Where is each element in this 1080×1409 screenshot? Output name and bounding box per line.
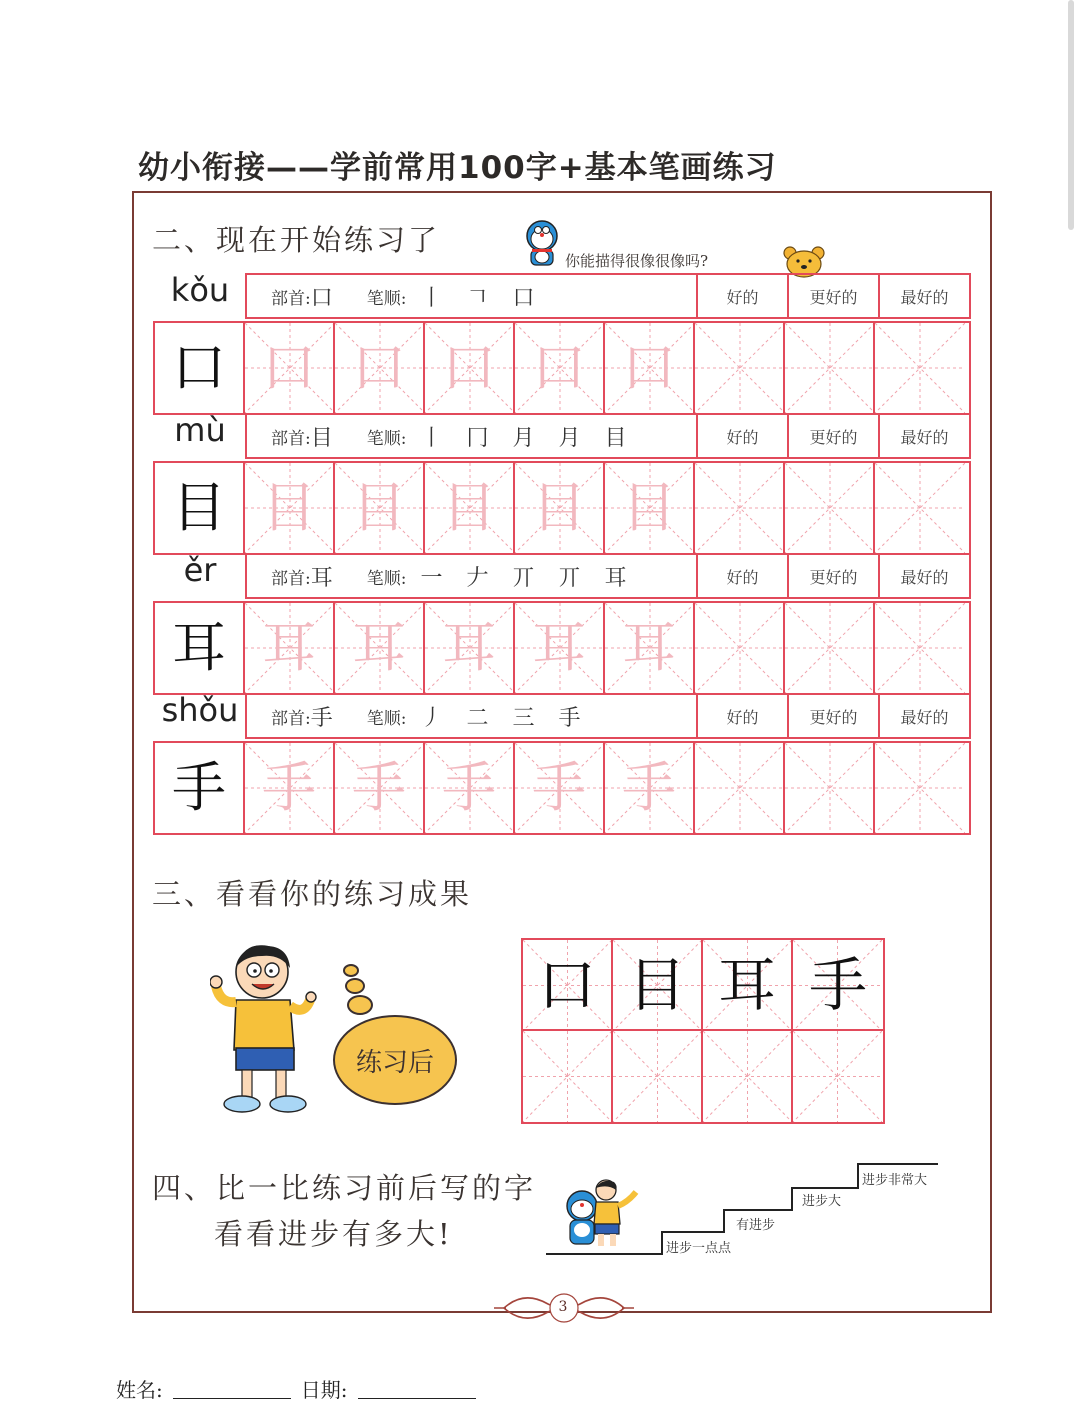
grid-guide-lines <box>785 743 875 833</box>
stroke-order-label: 笔顺: <box>366 288 407 309</box>
free-write-cell[interactable] <box>875 603 965 693</box>
practice-grid-row <box>153 461 971 555</box>
model-character-cell <box>155 323 245 413</box>
rating-best: 最好的 <box>900 567 949 587</box>
stroke-step: 𠂇 <box>466 565 489 591</box>
practice-grid-row <box>153 741 971 835</box>
trace-character: 目 <box>622 476 676 539</box>
trace-character: 手 <box>352 756 406 819</box>
grid-guide-lines <box>875 603 965 693</box>
grid-guide-lines <box>785 603 875 693</box>
radical-label: 部首: <box>271 288 311 309</box>
trace-character: 耳 <box>532 616 586 679</box>
grid-guide-lines <box>785 323 875 413</box>
stroke-step: 丿 <box>420 705 443 731</box>
trace-character: 耳 <box>262 616 316 679</box>
character-info-row <box>245 413 971 459</box>
trace-character: 耳 <box>442 616 496 679</box>
radical-label: 部首: <box>271 428 311 449</box>
result-write-cell[interactable] <box>613 1031 703 1122</box>
trace-character: 口 <box>442 336 496 399</box>
grid-guide-lines <box>695 463 785 553</box>
free-write-cell[interactable] <box>695 463 785 553</box>
trace-character: 目 <box>352 476 406 539</box>
rating-good: 好的 <box>698 275 789 317</box>
grid-guide-lines <box>523 1031 612 1122</box>
trace-character: 耳 <box>622 616 676 679</box>
pinyin-label: ěr <box>183 551 217 589</box>
free-write-cell[interactable] <box>875 323 965 413</box>
radical-label: 部首: <box>271 708 311 729</box>
trace-cell[interactable] <box>605 603 695 693</box>
trace-cell[interactable] <box>245 603 335 693</box>
grid-guide-lines <box>703 1031 792 1122</box>
rating-best: 最好的 <box>900 427 949 447</box>
rating-best: 最好的 <box>900 287 949 307</box>
trace-cell[interactable] <box>425 603 515 693</box>
model-character: 耳 <box>172 616 226 679</box>
model-character-cell <box>155 743 245 833</box>
grid-guide-lines <box>695 743 785 833</box>
section-2-heading: 二、现在开始练习了 <box>152 223 441 257</box>
result-character-cell <box>793 940 883 1031</box>
stroke-step: 手 <box>558 705 581 731</box>
free-write-cell[interactable] <box>785 603 875 693</box>
radical-value: 目 <box>310 425 333 451</box>
trace-cell[interactable] <box>515 323 605 413</box>
radical-stroke-info <box>247 555 698 597</box>
grid-guide-lines <box>793 1031 882 1122</box>
character-info-row <box>245 553 971 599</box>
radical-value: 手 <box>310 705 333 731</box>
radical-value: 口 <box>310 285 333 311</box>
stroke-step: 三 <box>512 705 535 731</box>
result-character: 口 <box>537 950 596 1019</box>
tracing-prompt: 你能描得很像很像吗? <box>565 252 709 270</box>
rating-better: 更好的 <box>789 695 880 737</box>
result-write-cell[interactable] <box>703 1031 793 1122</box>
grid-guide-lines <box>695 603 785 693</box>
trace-cell[interactable] <box>245 743 335 833</box>
stroke-step: 丨 <box>420 285 443 311</box>
grid-guide-lines <box>785 463 875 553</box>
result-character: 手 <box>808 950 867 1019</box>
stroke-step: 月 <box>558 425 581 451</box>
trace-character: 目 <box>442 476 496 539</box>
trace-character: 手 <box>262 756 316 819</box>
doraemon-icon <box>522 219 562 271</box>
trace-character: 目 <box>262 476 316 539</box>
result-character: 目 <box>627 950 686 1019</box>
name-blank[interactable] <box>173 1398 291 1399</box>
pinyin-label: mù <box>174 411 226 449</box>
stroke-step: 口 <box>512 285 535 311</box>
model-character-cell <box>155 603 245 693</box>
date-label: 日期: <box>300 1378 348 1402</box>
rating-better: 更好的 <box>789 415 880 457</box>
result-write-cell[interactable] <box>523 1031 613 1122</box>
grid-guide-lines <box>875 743 965 833</box>
result-write-cell[interactable] <box>793 1031 883 1122</box>
rating-good: 好的 <box>698 695 789 737</box>
stair-step-2: 有进步 <box>736 1218 776 1233</box>
trace-cell[interactable] <box>605 323 695 413</box>
radical-stroke-info <box>247 275 698 317</box>
pinyin-label: shǒu <box>161 691 239 729</box>
trace-character: 口 <box>532 336 586 399</box>
grid-guide-lines <box>875 323 965 413</box>
model-character: 手 <box>172 756 226 819</box>
trace-cell[interactable] <box>335 603 425 693</box>
page-title: 幼小衔接——学前常用100字+基本笔画练习 <box>138 150 777 186</box>
pinyin-label: kǒu <box>170 271 230 309</box>
trace-cell[interactable] <box>245 323 335 413</box>
trace-cell[interactable] <box>245 463 335 553</box>
stroke-order-label: 笔顺: <box>366 568 407 589</box>
name-label: 姓名: <box>116 1378 163 1402</box>
stroke-step: 冂 <box>466 425 489 451</box>
date-blank[interactable] <box>358 1398 476 1399</box>
rating-better: 更好的 <box>789 275 880 317</box>
section-3-heading: 三、看看你的练习成果 <box>152 877 473 911</box>
free-write-cell[interactable] <box>695 323 785 413</box>
boy-cartoon-icon <box>210 940 320 1116</box>
free-write-cell[interactable] <box>785 323 875 413</box>
radical-stroke-info <box>247 695 698 737</box>
model-character: 口 <box>172 336 226 399</box>
result-character-cell <box>703 940 793 1031</box>
practice-grid-row <box>153 601 971 695</box>
trace-cell[interactable] <box>515 603 605 693</box>
free-write-cell[interactable] <box>785 743 875 833</box>
trace-character: 手 <box>622 756 676 819</box>
trace-cell[interactable] <box>425 323 515 413</box>
grid-guide-lines <box>875 463 965 553</box>
trace-character: 目 <box>532 476 586 539</box>
stroke-order-label: 笔顺: <box>366 708 407 729</box>
stroke-step: 耳 <box>604 565 627 591</box>
rating-better: 更好的 <box>789 555 880 597</box>
radical-value: 耳 <box>310 565 333 591</box>
grid-guide-lines <box>613 1031 702 1122</box>
result-character-cell <box>523 940 613 1031</box>
section-4-heading: 四、比一比练习前后写的字 <box>152 1171 537 1205</box>
trace-cell[interactable] <box>335 323 425 413</box>
scrollbar[interactable] <box>1068 0 1074 230</box>
character-info-row <box>245 273 971 319</box>
radical-label: 部首: <box>271 568 311 589</box>
trace-character: 口 <box>622 336 676 399</box>
after-practice-bubble: 练习后 <box>333 1015 457 1105</box>
trace-cell[interactable] <box>335 463 425 553</box>
trace-cell[interactable] <box>605 743 695 833</box>
result-grid <box>521 938 885 1124</box>
section-4-subheading: 看看进步有多大! <box>214 1217 453 1251</box>
trace-character: 手 <box>442 756 496 819</box>
result-character: 耳 <box>717 950 776 1019</box>
result-character-cell <box>613 940 703 1031</box>
trace-cell[interactable] <box>425 463 515 553</box>
stroke-step: 𠃍 <box>466 285 489 311</box>
stair-step-1: 进步一点点 <box>666 1241 732 1256</box>
free-write-cell[interactable] <box>695 603 785 693</box>
page-number: 3 <box>558 1299 568 1315</box>
stroke-step: 一 <box>420 565 443 591</box>
radical-stroke-info <box>247 415 698 457</box>
trace-cell[interactable] <box>425 743 515 833</box>
free-write-cell[interactable] <box>875 463 965 553</box>
trace-cell[interactable] <box>515 463 605 553</box>
free-write-cell[interactable] <box>785 463 875 553</box>
stroke-step: 丌 <box>558 565 581 591</box>
trace-character: 口 <box>262 336 316 399</box>
stroke-order-label: 笔顺: <box>366 428 407 449</box>
trace-cell[interactable] <box>335 743 425 833</box>
model-character: 目 <box>172 476 226 539</box>
trace-cell[interactable] <box>515 743 605 833</box>
free-write-cell[interactable] <box>695 743 785 833</box>
trace-character: 耳 <box>352 616 406 679</box>
grid-guide-lines <box>695 323 785 413</box>
stair-step-4: 进步非常大 <box>862 1173 928 1188</box>
trace-cell[interactable] <box>605 463 695 553</box>
stroke-step: 目 <box>604 425 627 451</box>
character-info-row <box>245 693 971 739</box>
stroke-step: 二 <box>466 705 489 731</box>
stroke-step: 月 <box>512 425 535 451</box>
model-character-cell <box>155 463 245 553</box>
stroke-step: 丌 <box>512 565 535 591</box>
stair-step-3: 进步大 <box>802 1194 842 1209</box>
name-date-footer <box>116 1374 486 1403</box>
stroke-step: 丨 <box>420 425 443 451</box>
rating-good: 好的 <box>698 555 789 597</box>
trace-character: 口 <box>352 336 406 399</box>
rating-good: 好的 <box>698 415 789 457</box>
practice-grid-row <box>153 321 971 415</box>
rating-best: 最好的 <box>900 707 949 727</box>
free-write-cell[interactable] <box>875 743 965 833</box>
trace-character: 手 <box>532 756 586 819</box>
